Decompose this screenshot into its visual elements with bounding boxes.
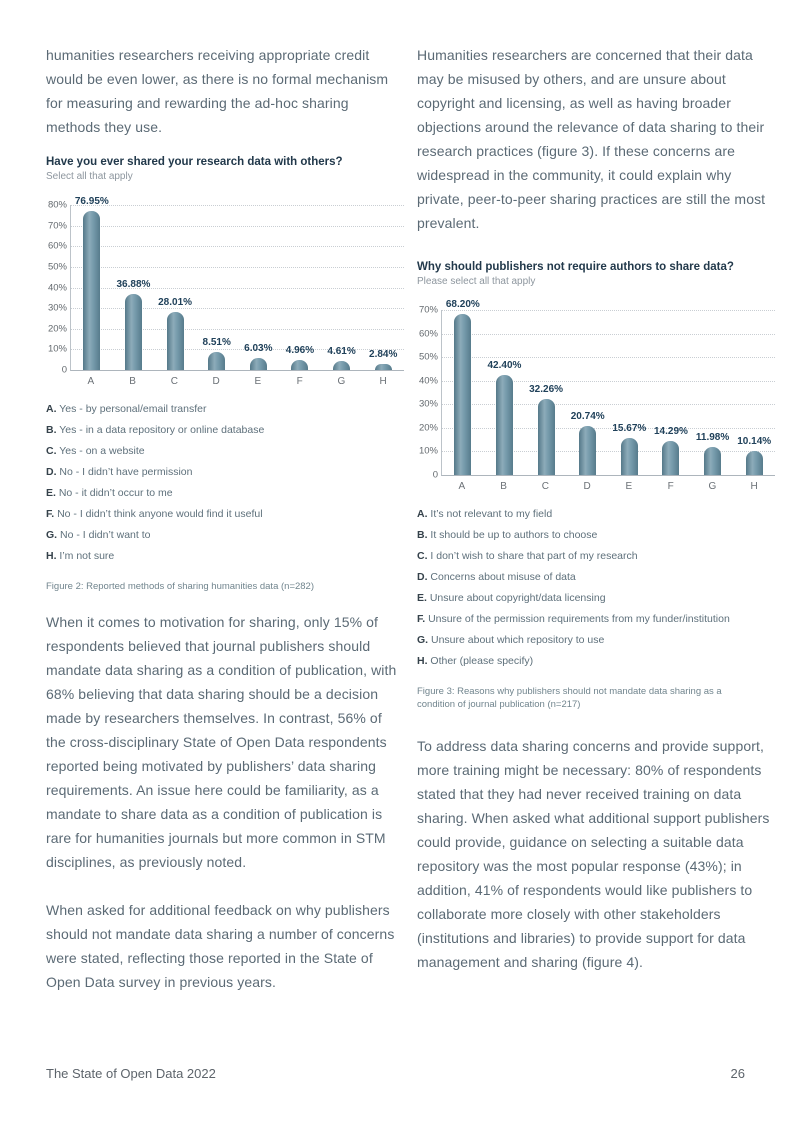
legend-item — [417, 588, 775, 609]
footer-page-number: 26 — [730, 1066, 745, 1081]
bar-value-label: 4.96% — [285, 344, 315, 356]
figure-3-x-axis-labels — [417, 481, 775, 492]
x-axis-tick-label: A — [458, 481, 466, 492]
legend-item — [417, 651, 775, 672]
bar-C — [167, 312, 184, 370]
bar-value-label: 20.74% — [570, 411, 605, 423]
bar-value-label: 2.84% — [369, 349, 398, 361]
bars-container — [71, 196, 404, 370]
bar-slot — [238, 205, 280, 370]
figure-2-chart-title: Have you ever shared your research data with others? — [46, 156, 343, 168]
bar-value-label: 15.67% — [612, 423, 647, 435]
legend-item-label: I’m not sure — [56, 550, 115, 562]
bar-value-label: 11.98% — [695, 431, 730, 443]
figure-2-legend — [46, 399, 404, 567]
bar-value-label: 6.03% — [244, 342, 273, 354]
legend-item-key: C. — [46, 445, 57, 457]
x-axis-tick-label: G — [708, 481, 717, 492]
legend-item-label: Yes - on a website — [56, 445, 145, 457]
bar-value-label: 28.01% — [158, 297, 193, 309]
bar-value-label: 68.20% — [445, 299, 480, 311]
y-axis-tick-label: 0 — [432, 469, 438, 481]
bar-value-label: 8.51% — [202, 337, 231, 349]
legend-item-label: No - I didn’t want to — [57, 529, 151, 541]
legend-item — [417, 630, 775, 651]
legend-item-key: F. — [46, 508, 55, 520]
bar-slot — [196, 205, 238, 370]
bar-D — [208, 352, 225, 370]
bar-value-label: 10.14% — [737, 436, 772, 448]
figure-3-plot-area — [418, 299, 775, 481]
paragraph-training-support: To address data sharing concerns and provide support, more training might be necessary: 80% of respondents stated that they had never received training on data sharing. When asked what additional support publishers could provide, guidance on selecting a suitable data repository was the most popular response (43%); in addition, 41% of respondents would like publishers to collaborate more closely with other stakeholders (institutions and libraries) to provide support for data management and sharing (figure 4). — [417, 738, 770, 970]
bar-slot — [71, 196, 113, 370]
y-axis-tick-label: 30% — [418, 398, 438, 410]
bar-slot — [362, 205, 404, 370]
legend-item-key: G. — [417, 634, 429, 646]
bar-value-label: 76.95% — [74, 196, 109, 208]
page-footer — [46, 1066, 745, 1081]
bar-H — [375, 364, 392, 370]
legend-item — [46, 462, 404, 483]
bar-slot — [279, 205, 321, 370]
figure-3-block — [417, 261, 775, 711]
bar-value-label: 36.88% — [116, 278, 151, 290]
legend-item — [417, 546, 775, 567]
figure-3-chart-subtitle: Please select all that apply — [417, 276, 536, 287]
figure-2-plot-area — [47, 196, 404, 376]
legend-item-key: E. — [46, 487, 56, 499]
bars-container — [442, 299, 775, 475]
x-axis-tick-label: C — [170, 376, 178, 387]
bar-slot — [650, 310, 692, 475]
y-axis-tick-label: 20% — [418, 422, 438, 434]
x-axis-tick-label: C — [541, 481, 549, 492]
legend-item-label: Unsure of the permission requirements from my funder/institution — [425, 613, 730, 625]
legend-item-key: B. — [417, 529, 428, 541]
bar-F — [662, 441, 679, 475]
legend-item — [46, 546, 404, 567]
paragraph-additional-feedback: When asked for additional feedback on why publishers should not mandate data sharing a number of concerns were stated, reflecting those reported in the State of Open Data survey in previous years. — [46, 902, 395, 990]
legend-item-label: Yes - in a data repository or online database — [56, 424, 265, 436]
legend-item-label: No - it didn’t occur to me — [55, 487, 173, 499]
legend-item-key: A. — [46, 403, 57, 415]
bar-E — [250, 358, 267, 370]
legend-item — [46, 525, 404, 546]
y-axis-tick-label: 0 — [61, 364, 67, 376]
y-axis-tick-label: 40% — [47, 282, 67, 293]
figure-3-chart-title: Why should publishers not require authors to share data? — [417, 261, 734, 273]
legend-item-key: B. — [46, 424, 57, 436]
x-axis-tick-label: F — [296, 376, 303, 387]
legend-item-key: H. — [46, 550, 57, 562]
figure-2-caption: Figure 2: Reported methods of sharing humanities data (n=282) — [46, 581, 315, 592]
y-axis-tick-label: 40% — [418, 375, 438, 387]
bar-B — [496, 375, 513, 475]
legend-item-key: D. — [417, 571, 428, 583]
legend-item — [46, 399, 404, 420]
legend-item — [46, 420, 404, 441]
figure-2-chart-subtitle: Select all that apply — [46, 171, 133, 182]
legend-item-label: Other (please specify) — [427, 655, 534, 667]
legend-item-key: F. — [417, 613, 426, 625]
bar-H — [746, 451, 763, 475]
bar-slot — [484, 310, 526, 475]
bar-G — [333, 361, 350, 371]
legend-item-key: H. — [417, 655, 428, 667]
bar-slot — [733, 310, 775, 475]
y-axis-tick-label: 70% — [418, 304, 438, 316]
figure-2-bar-chart — [46, 196, 404, 376]
legend-item — [417, 504, 775, 525]
legend-item — [417, 567, 775, 588]
legend-item-label: Yes - by personal/email transfer — [56, 403, 207, 415]
bar-slot — [113, 205, 155, 370]
bar-A — [83, 211, 100, 370]
bar-G — [704, 447, 721, 475]
bar-D — [579, 426, 596, 475]
bar-value-label: 32.26% — [529, 383, 564, 395]
bar-B — [125, 294, 142, 370]
legend-item — [46, 483, 404, 504]
y-axis-tick-label: 70% — [47, 220, 67, 232]
y-axis-tick-label: 50% — [47, 261, 67, 273]
legend-item-label: It’s not relevant to my field — [427, 508, 553, 520]
x-axis-tick-label: A — [87, 376, 95, 387]
legend-item — [46, 441, 404, 462]
bar-slot — [321, 205, 363, 370]
left-column — [46, 43, 404, 994]
x-axis-tick-label: D — [212, 376, 220, 387]
legend-item-label: Concerns about misuse of data — [427, 571, 576, 583]
y-axis-tick-label: 10% — [47, 343, 67, 355]
y-axis-tick-label: 60% — [47, 240, 67, 252]
y-axis-tick-label: 20% — [47, 323, 67, 335]
legend-item-key: G. — [46, 529, 58, 541]
legend-item-label: No - I didn’t have permission — [56, 466, 193, 478]
bar-value-label: 42.40% — [487, 360, 522, 372]
paragraph-credit-mechanism: humanities researchers receiving appropriate credit would be even lower, as there is no formal mechanism for measuring and rewarding the ad-hoc sharing methods they use. — [46, 47, 389, 135]
legend-item-key: C. — [417, 550, 428, 562]
bar-slot — [525, 310, 567, 475]
x-axis-tick-label: B — [500, 481, 507, 492]
legend-item-label: It should be up to authors to choose — [427, 529, 598, 541]
legend-item-key: A. — [417, 508, 428, 520]
bar-value-label: 4.61% — [327, 345, 356, 357]
legend-item-key: D. — [46, 466, 57, 478]
legend-item — [46, 504, 404, 525]
x-axis-tick-label: E — [254, 376, 262, 387]
y-axis-tick-label: 80% — [47, 199, 67, 211]
figure-2-block — [46, 156, 404, 593]
bar-C — [538, 399, 555, 475]
x-axis-tick-label: D — [583, 481, 591, 492]
legend-item-label: I don’t wish to share that part of my research — [427, 550, 638, 562]
bar-F — [291, 360, 308, 370]
x-axis-tick-label: F — [667, 481, 674, 492]
legend-item — [417, 525, 775, 546]
legend-item-label: Unsure about copyright/data licensing — [426, 592, 606, 604]
figure-3-bar-chart — [417, 299, 775, 481]
y-axis-tick-label: 50% — [418, 351, 438, 363]
bar-value-label: 14.29% — [653, 426, 688, 438]
x-axis-tick-label: H — [750, 481, 758, 492]
figure-3-legend — [417, 504, 775, 672]
legend-item-label: Unsure about which repository to use — [428, 634, 605, 646]
bar-slot — [692, 310, 734, 475]
bar-A — [454, 314, 471, 475]
x-axis-tick-label: H — [379, 376, 387, 387]
footer-report-title: The State of Open Data 2022 — [46, 1066, 216, 1081]
x-axis-tick-label: E — [625, 481, 633, 492]
paragraph-concerns-misuse: Humanities researchers are concerned that their data may be misused by others, and are unsure about copyright and licensing, as well as having broader objections around the relevance of data sharing to their research practices (figure 3). If these concerns are widespread in the community, it could explain why private, peer-to-peer sharing practices are still the most prevalent. — [417, 47, 766, 231]
figure-2-x-axis-labels — [46, 376, 404, 387]
paragraph-motivation-for-sharing: When it comes to motivation for sharing, only 15% of respondents believed that journal publishers should mandate data sharing as a condition of publication, with 68% believing that data sharing should be a decision made by researchers themselves. In contrast, 56% of the cross-disciplinary State of Open Data respondents reported being motivated by publishers’ data sharing requirements. An issue here could be familiarity, as a mandate to share data as a condition of publication is rare for humanities journals but more common in STM disciplines, as previously noted. — [46, 614, 397, 870]
bar-slot — [567, 310, 609, 475]
legend-item-key: E. — [417, 592, 427, 604]
bar-slot — [609, 310, 651, 475]
legend-item-label: No - I didn’t think anyone would find it useful — [54, 508, 263, 520]
bar-E — [621, 438, 638, 475]
bar-slot — [442, 299, 484, 475]
x-axis-tick-label: B — [129, 376, 136, 387]
legend-item — [417, 609, 775, 630]
x-axis-tick-label: G — [337, 376, 346, 387]
y-axis-tick-label: 60% — [418, 328, 438, 340]
bar-slot — [154, 205, 196, 370]
y-axis-tick-label: 30% — [47, 302, 67, 314]
right-column — [417, 43, 775, 974]
y-axis-tick-label: 10% — [418, 445, 438, 457]
figure-3-caption: Figure 3: Reasons why publishers should not mandate data sharing as a condition of journal publication (n=217) — [417, 686, 722, 710]
